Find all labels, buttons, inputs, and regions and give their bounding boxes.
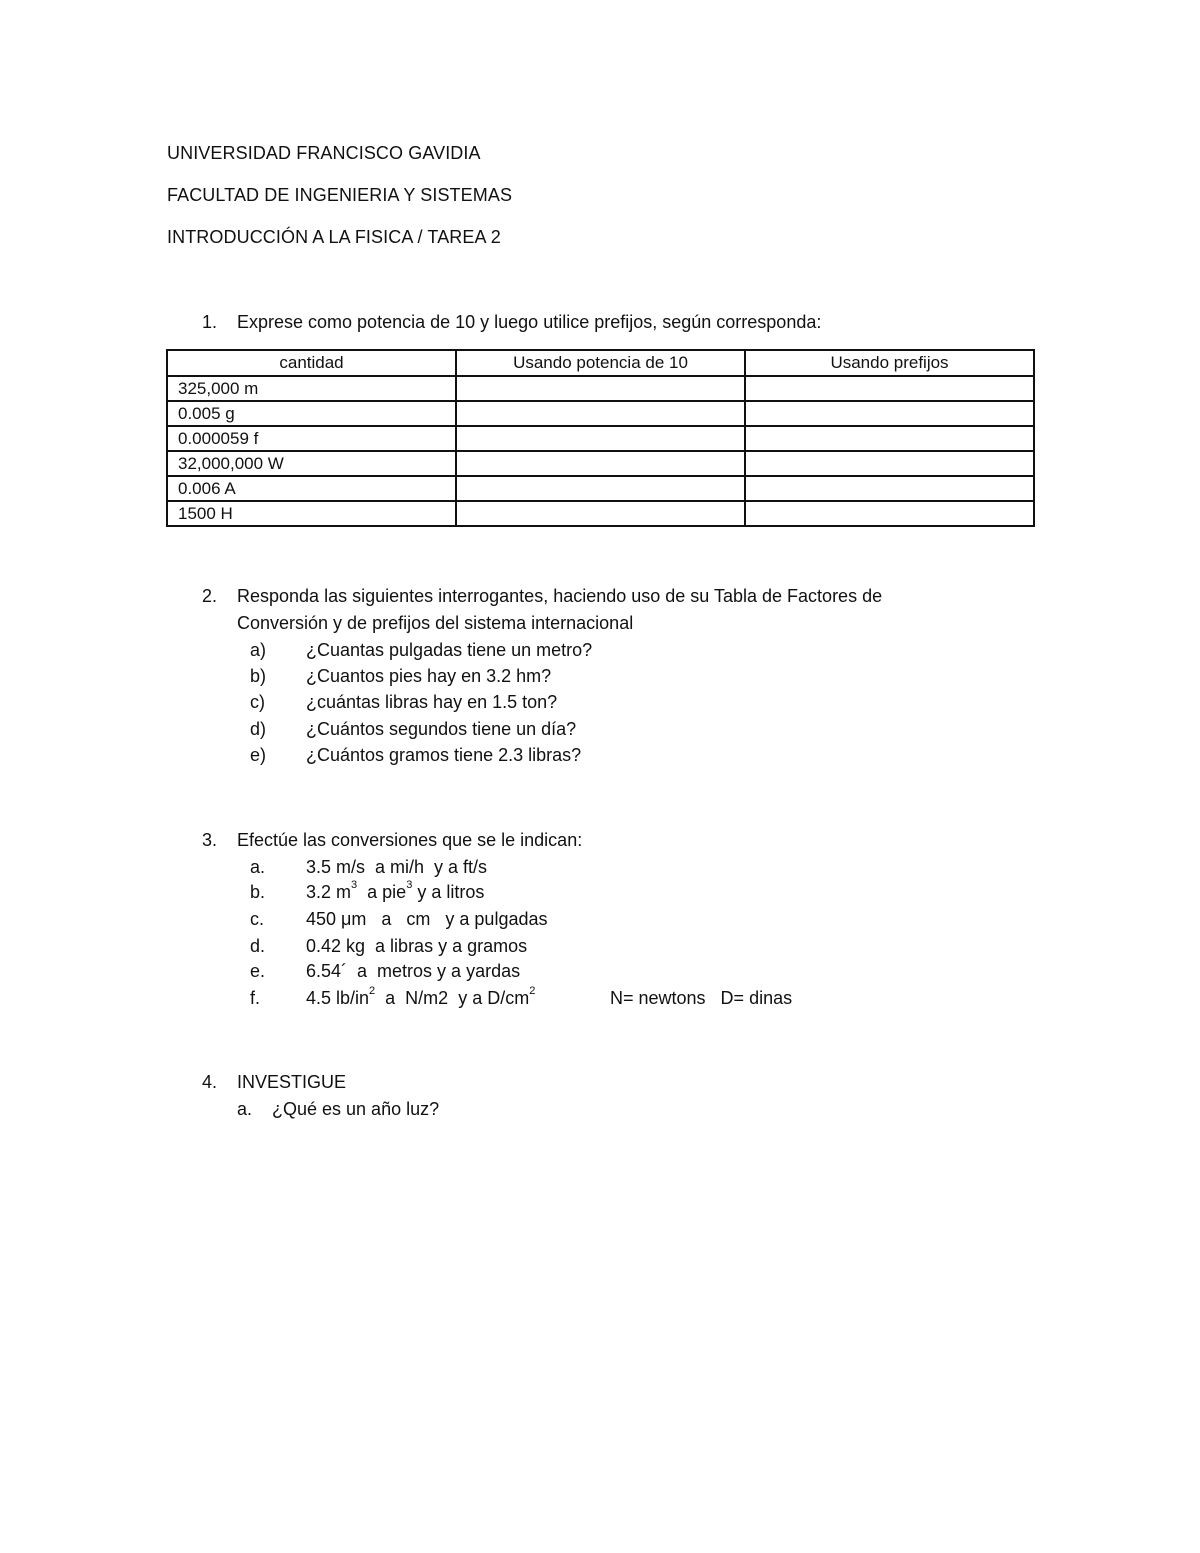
question-3-item-label: a. [250,857,266,877]
superscript: 3 [406,879,413,891]
question-3-item-text: 6.54´ a metros y a yardas [306,961,521,981]
table-row [167,451,1034,476]
units-note: N= newtons D= dinas [610,988,793,1008]
question-4-number: 4. [202,1072,218,1092]
table-cell-answer[interactable] [456,451,745,476]
faculty-name: FACULTAD DE INGENIERIA Y SISTEMAS [167,185,513,205]
question-3-item-label: c. [250,909,265,929]
question-4-item-label: a. [237,1099,253,1119]
question-3-text: Efectúe las conversiones que se le indican: [237,830,583,850]
table-row [167,426,1034,451]
table-header-cell: Usando prefijos [745,350,1034,376]
table-row [167,501,1034,526]
item-text-part: a N/m2 y a D/cm [375,988,530,1008]
table-cell-answer[interactable] [456,376,745,401]
university-name: UNIVERSIDAD FRANCISCO GAVIDIA [167,143,481,163]
table-cell-quantity: 0.000059 f [167,426,456,451]
question-2-item-text: ¿Cuántos segundos tiene un día? [306,719,577,739]
table-header-cell: Usando potencia de 10 [456,350,745,376]
table-cell-quantity: 0.006 A [167,476,456,501]
question-3-item-text [306,879,485,903]
item-text-part: 3.2 m [306,882,352,902]
table-cell-answer[interactable] [745,376,1034,401]
table-cell-answer[interactable] [456,426,745,451]
question-4-item-text: ¿Qué es un año luz? [272,1099,440,1119]
table-header-row [167,350,1034,376]
question-2-item-label: d) [250,719,267,739]
question-3-item-text [306,985,536,1009]
table-row [167,476,1034,501]
superscript: 3 [351,879,358,891]
question-2-text-line1: Responda las siguientes interrogantes, haciendo uso de su Tabla de Factores de [237,586,883,606]
question-1-number: 1. [202,312,218,332]
superscript: 2 [369,985,376,997]
question-3-item-label: d. [250,936,266,956]
question-2-item-label: c) [250,692,265,712]
question-3-item-label: f. [250,988,261,1008]
table-cell-answer[interactable] [745,401,1034,426]
question-3-item-label: b. [250,882,266,902]
question-2-item-text: ¿Cuántos gramos tiene 2.3 libras? [306,745,582,765]
table-row [167,401,1034,426]
conversion-table [166,349,1035,527]
question-3-item-text: 3.5 m/s a mi/h y a ft/s [306,857,488,877]
table-cell-answer[interactable] [745,501,1034,526]
question-4-text: INVESTIGUE [237,1072,347,1092]
question-1-text: Exprese como potencia de 10 y luego utilice prefijos, según corresponda: [237,312,822,332]
question-2-item-text: ¿cuántas libras hay en 1.5 ton? [306,692,558,712]
question-3-item-text: 0.42 kg a libras y a gramos [306,936,528,956]
question-3-item-label: e. [250,961,266,981]
table-cell-quantity: 32,000,000 W [167,451,456,476]
table-cell-answer[interactable] [745,476,1034,501]
question-2-text-line2: Conversión y de prefijos del sistema internacional [237,613,634,633]
table-cell-quantity: 0.005 g [167,401,456,426]
table-cell-quantity: 1500 H [167,501,456,526]
question-2-item-text: ¿Cuantos pies hay en 3.2 hm? [306,666,552,686]
question-2-item-text: ¿Cuantas pulgadas tiene un metro? [306,640,593,660]
question-2-item-label: b) [250,666,267,686]
table-cell-answer[interactable] [745,451,1034,476]
question-2-number: 2. [202,586,218,606]
question-3-number: 3. [202,830,218,850]
table-cell-answer[interactable] [456,501,745,526]
item-text-part: a pie [357,882,407,902]
table-cell-quantity: 325,000 m [167,376,456,401]
superscript: 2 [529,985,536,997]
table-cell-answer[interactable] [456,401,745,426]
table-cell-answer[interactable] [456,476,745,501]
question-2-item-label: e) [250,745,267,765]
item-text-part: y a litros [412,882,485,902]
question-2-item-label: a) [250,640,267,660]
table-cell-answer[interactable] [745,426,1034,451]
question-3-item-text: 450 μm a cm y a pulgadas [306,909,548,929]
item-text-part: 4.5 lb/in [306,988,370,1008]
table-row [167,376,1034,401]
course-title: INTRODUCCIÓN A LA FISICA / TAREA 2 [167,227,501,247]
table-header-cell: cantidad [167,350,456,376]
